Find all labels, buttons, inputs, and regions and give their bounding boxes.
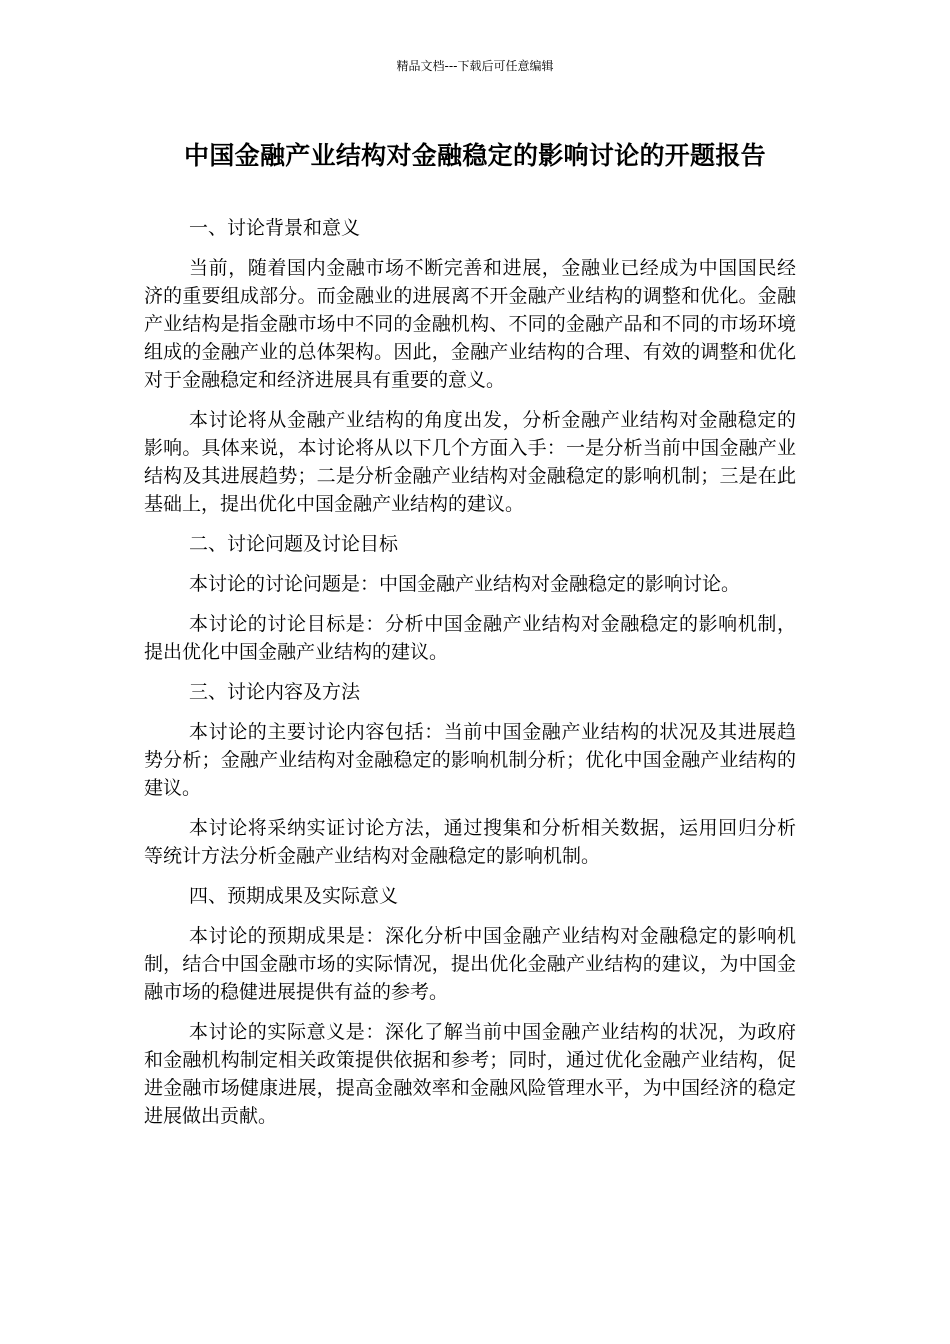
paragraph: 当前，随着国内金融市场不断完善和进展，金融业已经成为中国国民经济的重要组成部分。而金融业的进展离不开金融产业结构的调整和优化。金融产业结构是指金融市场中不同的金融机构、不同的金融产品和不同的市场环境组成的金融产业的总体架构。因此，金融产业结构的合理、有效的调整和优化对于金融稳定和经济进展具有重要的意义。 — [144, 257, 796, 391]
document-body — [144, 214, 796, 1142]
section-heading: 三、讨论内容及方法 — [189, 681, 361, 703]
paragraph: 本讨论的主要讨论内容包括：当前中国金融产业结构的状况及其进展趋势分析；金融产业结构对金融稳定的影响机制分析；优化中国金融产业结构的建议。 — [144, 721, 796, 799]
paragraph: 本讨论的讨论目标是：分析中国金融产业结构对金融稳定的影响机制，提出优化中国金融产业结构的建议。 — [144, 613, 796, 663]
section-outcomes-significance — [144, 882, 796, 1130]
section-heading: 一、讨论背景和意义 — [189, 217, 361, 239]
section-questions-goals — [144, 530, 796, 666]
section-content-methods — [144, 678, 796, 870]
document-title: 中国金融产业结构对金融稳定的影响讨论的开题报告 — [184, 141, 766, 170]
paragraph: 本讨论将从金融产业结构的角度出发，分析金融产业结构对金融稳定的影响。具体来说，本讨论将从以下几个方面入手：一是分析当前中国金融产业结构及其进展趋势；二是分析金融产业结构对金融稳定的影响机制；三是在此基础上，提出优化中国金融产业结构的建议。 — [144, 409, 796, 515]
paragraph: 本讨论的实际意义是：深化了解当前中国金融产业结构的状况，为政府和金融机构制定相关政策提供依据和参考；同时，通过优化金融产业结构，促进金融市场健康进展，提高金融效率和金融风险管理水平，为中国经济的稳定进展做出贡献。 — [144, 1021, 796, 1127]
section-heading: 四、预期成果及实际意义 — [189, 885, 399, 907]
page-header: 精品文档---下载后可任意编辑 — [396, 59, 554, 73]
section-heading: 二、讨论问题及讨论目标 — [189, 533, 399, 555]
paragraph: 本讨论的讨论问题是：中国金融产业结构对金融稳定的影响讨论。 — [189, 573, 741, 595]
section-background — [144, 214, 796, 518]
paragraph: 本讨论的预期成果是：深化分析中国金融产业结构对金融稳定的影响机制，结合中国金融市场的实际情况，提出优化金融产业结构的建议，为中国金融市场的稳健进展提供有益的参考。 — [144, 925, 796, 1003]
paragraph: 本讨论将采纳实证讨论方法，通过搜集和分析相关数据，运用回归分析等统计方法分析金融产业结构对金融稳定的影响机制。 — [144, 817, 796, 867]
